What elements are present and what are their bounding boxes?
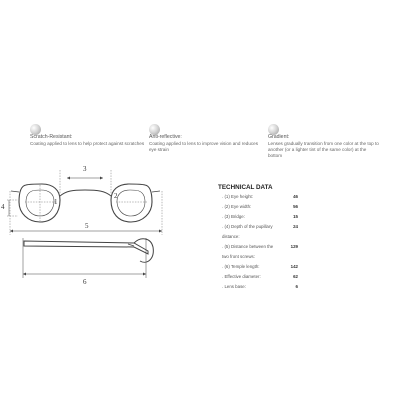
- tech-row-value: 6: [295, 284, 298, 289]
- tech-row-label: . (6) Temple length:: [222, 264, 260, 269]
- tech-row-label: . (2) Eye width:: [222, 204, 252, 209]
- feature-description: Coating applied to lens to help protect against scratches: [30, 141, 145, 146]
- tech-row-value: 46: [293, 194, 298, 199]
- dimension-label-pupillary-depth: 4: [1, 203, 5, 211]
- tech-row-value: 15: [293, 214, 298, 219]
- tech-row-value: 56: [293, 204, 298, 209]
- glasses-drawing: [0, 160, 205, 290]
- tech-row-continuation: two front screws:: [222, 254, 255, 259]
- dimension-label-eye-width: 2: [114, 192, 118, 200]
- feature-title: Anti-reflective:: [149, 134, 182, 140]
- tech-row-label: . (1) Eye height:: [222, 194, 253, 199]
- tech-row-continuation: distance:: [222, 234, 240, 239]
- tech-row-label: . (4) Depth of the pupillary: [222, 224, 273, 229]
- technical-data-title: TECHNICAL DATA: [218, 184, 273, 191]
- dimension-label-temple-length: 6: [83, 278, 87, 286]
- dimension-label-bridge: 3: [83, 165, 87, 173]
- tech-row-value: 142: [290, 264, 298, 269]
- tech-row-value: 24: [293, 224, 298, 229]
- tech-row-label: . Lens base:: [222, 284, 246, 289]
- tech-row-value: 62: [293, 274, 298, 279]
- dimension-label-screw-distance: 5: [85, 222, 89, 230]
- feature-title: Scratch-Resistant:: [30, 134, 73, 140]
- feature-description: Coating applied to lens to improve vision and reduces eye strain: [149, 141, 259, 153]
- feature-title: Gradient:: [268, 134, 290, 140]
- tech-row-label: . (5) Distance between the: [222, 244, 274, 249]
- tech-row-value: 129: [290, 244, 298, 249]
- dimension-label-eye-height: 1: [54, 198, 58, 206]
- feature-description: Lenses gradually transition from one color at the top to another (or a lighter tint of the same color) at the bottom: [268, 141, 379, 159]
- glasses-dimension-diagram: [0, 160, 205, 290]
- tech-row-label: . (3) Bridge:: [222, 214, 245, 219]
- tech-row-label: . Effective diameter:: [222, 274, 261, 279]
